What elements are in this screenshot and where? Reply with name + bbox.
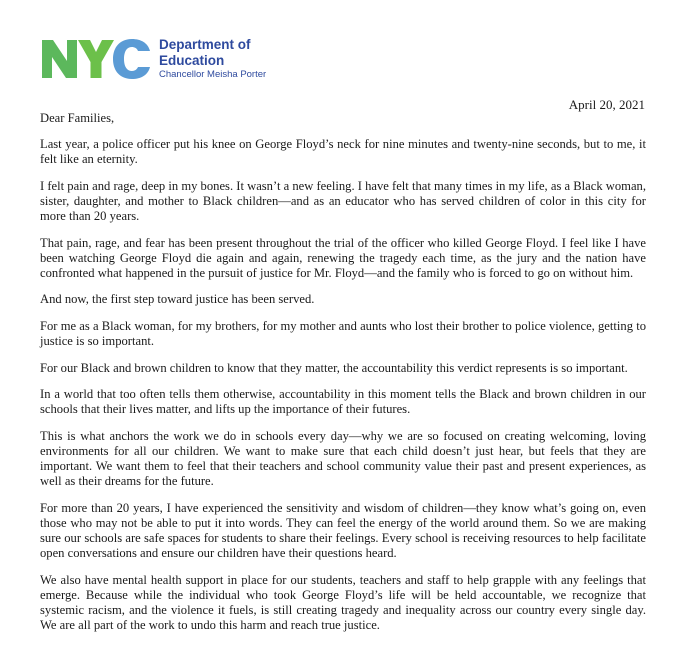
- salutation: Dear Families,: [40, 111, 115, 125]
- paragraph: I felt pain and rage, deep in my bones. It wasn’t a new feeling. I have felt that many times in my life, as a Black woman, sister, daughter, and mother to Black children—and as an educator who has served children of color in this city for more than 20 years.: [40, 178, 646, 223]
- paragraph: Last year, a police officer put his knee on George Floyd’s neck for nine minutes and twenty-nine seconds, but to me, it felt like an eternity.: [40, 137, 646, 167]
- paragraph: In a world that too often tells them otherwise, accountability in this moment tells the Black and brown children in our schools that their lives matter, and lifts up the importance of their futures.: [40, 387, 646, 417]
- paragraph: For me as a Black woman, for my brothers, for my mother and aunts who lost their brother to police violence, getting to justice is so important.: [40, 318, 646, 349]
- letter-body: [40, 111, 646, 645]
- paragraph: That pain, rage, and fear has been present throughout the trial of the officer who killed George Floyd. I feel like I have been watching George Floyd die again and again, renewing the tragedy each time, as the jury and the nation have confronted what happened in the pursuit of justice for Mr. Floyd—and the family who is forced to go on without him.: [40, 235, 646, 280]
- chancellor-name: Chancellor Meisha Porter: [159, 69, 267, 81]
- letter-date: April 20, 2021: [568, 97, 645, 112]
- department-line-1: Department of: [159, 37, 251, 53]
- department-line-2: Education: [159, 52, 225, 68]
- nyc-logo-c-glyph: [113, 39, 150, 79]
- paragraph: For more than 20 years, I have experienced the sensitivity and wisdom of children—they know what’s going on, even those who may not be able to put it into words. They can feel the energy of the world around them. So we are making sure our schools are safe spaces for students to share their feelings. Every school is receiving resources to help facilitate open conversations and ensure our children have their questions heard.: [40, 500, 646, 561]
- nyc-logo-n-glyph: [42, 40, 77, 78]
- nyc-logo-text: NYC: [40, 38, 43, 39]
- department-name: [159, 38, 266, 80]
- paragraph: For our Black and brown children to know that they matter, the accountability this verdict represents is so important.: [40, 360, 628, 375]
- letterhead: [40, 36, 266, 82]
- nyc-logo: [40, 38, 152, 80]
- nyc-logo-y-glyph: [78, 40, 114, 78]
- paragraph: We also have mental health support in place for our students, teachers and staff to help grapple with any feelings that emerge. Because while the individual who took George Floyd’s life will be held accountable, we recognize that systemic racism, and the violence it fuels, is still creating tragedy and inequality across our country every single day. We are all part of the work to undo this harm and reach true justice.: [40, 572, 646, 632]
- paragraph: And now, the first step toward justice has been served.: [40, 292, 315, 307]
- paragraph: This is what anchors the work we do in schools every day—why we are so focused on creating welcoming, loving environments for all our children. We want to make sure that each child doesn’t just hear, but feels that they are important. We want them to feel that their teachers and school community value their past and present experiences, as well as their dreams for the future.: [40, 428, 646, 489]
